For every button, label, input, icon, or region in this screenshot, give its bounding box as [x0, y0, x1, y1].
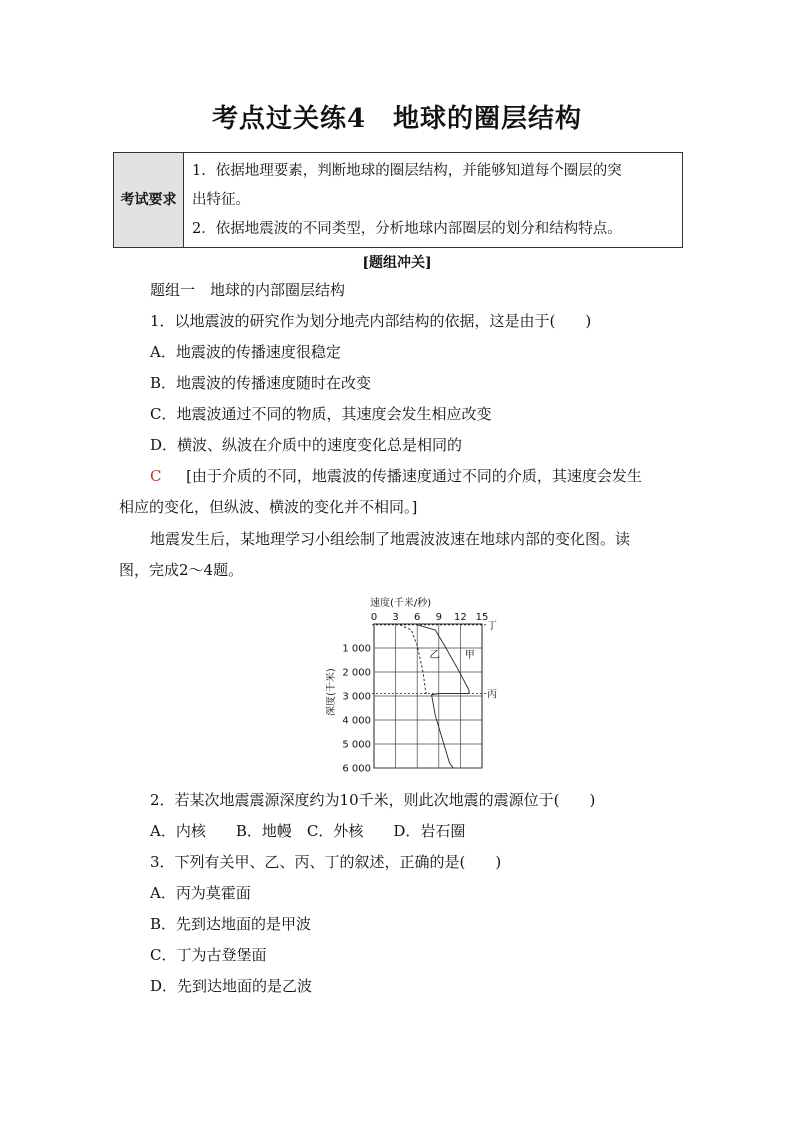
x-tick-label: 0 — [370, 612, 378, 623]
q3-option-b: B．先到达地面的是甲波 — [150, 915, 312, 933]
y-tick-label: 5 000 — [342, 739, 371, 751]
q1-explanation-1: [由于介质的不同，地震波的传播速度通过不同的介质，其速度会发生 — [186, 467, 642, 485]
requirement-line: 2．依据地震波的不同类型，分析地球内部圈层的划分和结构特点。 — [192, 221, 622, 237]
x-tick-label: 6 — [414, 612, 421, 623]
label-ding: 丁 — [487, 620, 497, 632]
q3-stem: 3．下列有关甲、乙、丙、丁的叙述，正确的是( ) — [150, 853, 502, 871]
x-axis-label: 速度(千米/秒) — [370, 598, 432, 609]
intro-line-1: 地震发生后，某地理学习小组绘制了地震波波速在地球内部的变化图。读 — [150, 530, 631, 548]
series-line-jia — [417, 625, 469, 768]
q1-answer: C — [150, 467, 162, 485]
q1-option-a: A．地震波的传播速度很稳定 — [150, 343, 341, 361]
q2-stem: 2．若某次地震震源深度约为10千米，则此次地震的震源位于( ) — [150, 791, 596, 809]
page-title: 考点过关练4 地球的圈层结构 — [211, 104, 583, 134]
q1-answer-line — [150, 466, 642, 486]
q3-option-c: C．丁为古登堡面 — [150, 946, 267, 964]
y-tick-label: 2 000 — [342, 667, 371, 679]
requirements-label: 考试要求 — [114, 153, 184, 247]
q1-stem: 1．以地震波的研究作为划分地壳内部结构的依据，这是由于( ) — [150, 312, 592, 330]
y-tick-label: 4 000 — [342, 715, 371, 727]
q1-option-c: C．地震波通过不同的物质，其速度会发生相应改变 — [150, 405, 492, 423]
y-axis-label: 深度(千米) — [326, 668, 337, 716]
q1-option-b: B．地震波的传播速度随时在改变 — [150, 374, 372, 392]
q2-options: A．内核 B．地幔 C．外核 D．岩石圈 — [150, 822, 466, 840]
x-tick-label: 12 — [454, 612, 467, 623]
seismic-wave-chart — [326, 596, 506, 778]
y-tick-label: 6 000 — [342, 763, 371, 775]
requirements-box — [113, 152, 683, 248]
intro-line-2: 图，完成2～4题。 — [119, 561, 244, 579]
q3-option-d: D．先到达地面的是乙波 — [150, 977, 313, 995]
label-yi: 乙 — [429, 650, 440, 661]
requirement-line: 1．依据地理要素，判断地球的圈层结构，并能够知道每个圈层的突 — [192, 163, 622, 179]
series-line-yi — [400, 625, 427, 694]
requirements-body — [184, 153, 682, 247]
q1-option-d: D．横波、纵波在介质中的速度变化总是相同的 — [150, 436, 463, 454]
q1-explanation-2: 相应的变化，但纵波、横波的变化并不相同。] — [119, 498, 418, 516]
label-bing: 丙 — [487, 689, 497, 701]
x-tick-label: 3 — [392, 612, 399, 623]
label-jia: 甲 — [464, 650, 475, 661]
y-tick-label: 1 000 — [342, 643, 371, 655]
x-tick-label: 15 — [475, 612, 489, 623]
section-heading: [题组冲关] — [362, 255, 432, 271]
requirement-line: 出特征。 — [192, 192, 250, 208]
y-tick-label: 3 000 — [342, 691, 371, 703]
q3-option-a: A．丙为莫霍面 — [150, 884, 251, 902]
group-title: 题组一 地球的内部圈层结构 — [150, 281, 346, 299]
x-tick-label: 9 — [435, 612, 442, 623]
